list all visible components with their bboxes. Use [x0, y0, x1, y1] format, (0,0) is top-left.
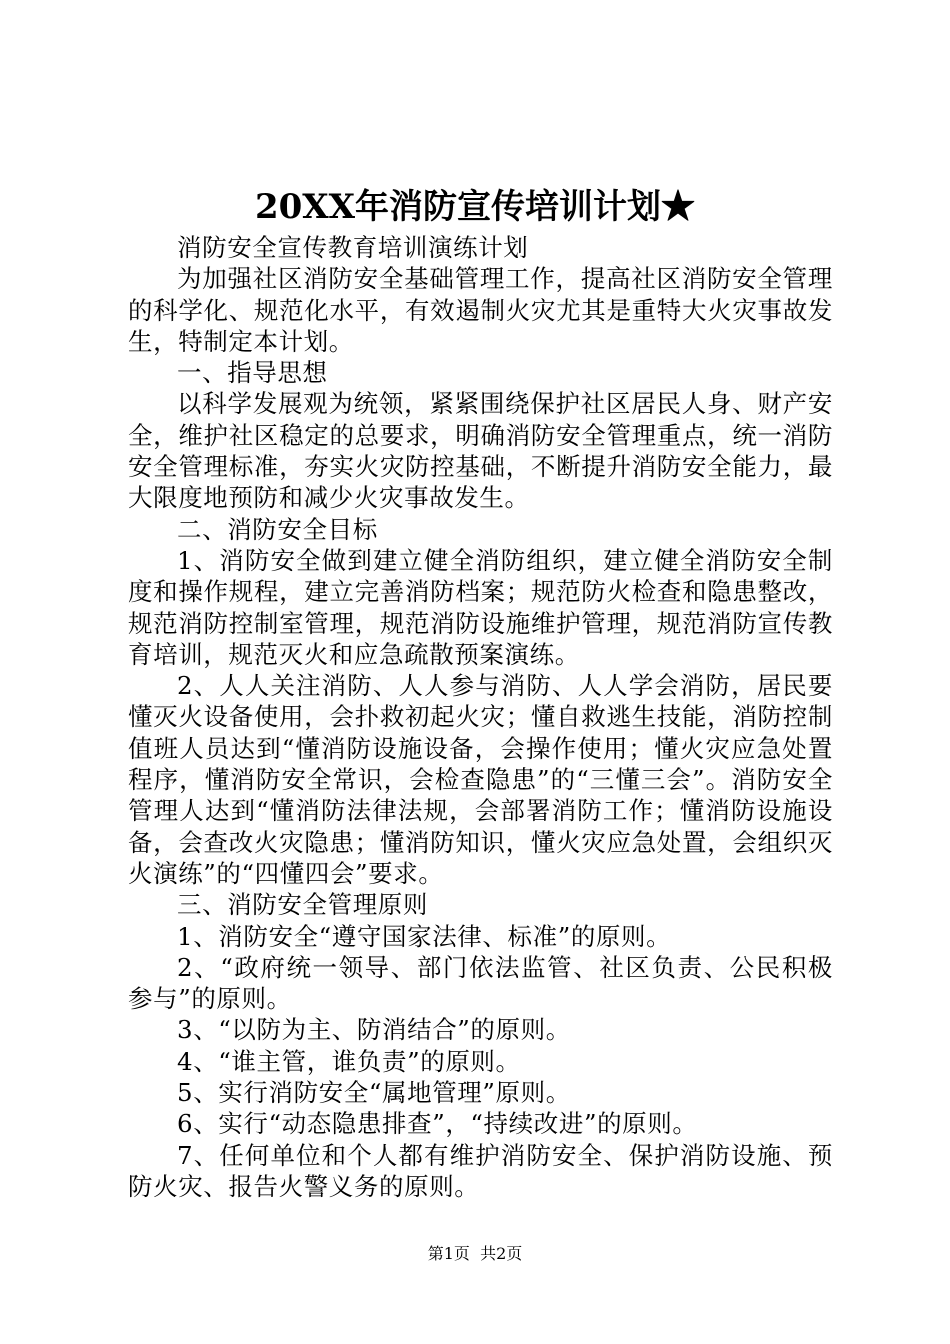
section-heading-guiding-ideology: 一、指导思想 [177, 358, 328, 388]
paragraph-principle-2: 2、“政府统一领导、部门依法监管、社区负责、公民积极参与”的原则。 [128, 952, 833, 1014]
paragraph-goal-2: 2、人人关注消防、人人参与消防、人人学会消防，居民要懂灭火设备使用，会扑救初起火灾；懂自救逃生技能，消防控制值班人员达到“懂消防设施设备，会操作使用；懂火灾应急处置程序，懂消防安全常识，会检查隐患”的“三懂三会”。消防安全管理人达到“懂消防法律法规，会部署消防工作；懂消防设施设备，会查改火灾隐患；懂消防知识，懂火灾应急处置，会组织灭火演练”的“四懂四会”要求。 [128, 671, 833, 888]
paragraph-principle-6: 6、实行“动态隐患排查”，“持续改进”的原则。 [177, 1109, 698, 1139]
section-heading-safety-goals: 二、消防安全目标 [177, 514, 378, 544]
paragraph-intro: 为加强社区消防安全基础管理工作，提高社区消防安全管理的科学化、规范化水平，有效遏制火灾尤其是重特大火灾事故发生，特制定本计划。 [128, 264, 833, 356]
paragraph-principle-1: 1、消防安全“遵守国家法律、标准”的原则。 [177, 921, 672, 951]
paragraph-principle-5: 5、实行消防安全“属地管理”原则。 [177, 1078, 571, 1108]
section-heading-management-principles: 三、消防安全管理原则 [177, 890, 428, 920]
paragraph-principle-3: 3、“以防为主、防消结合”的原则。 [177, 1015, 571, 1045]
document-title: 20XX年消防宣传培训计划★ [254, 187, 696, 227]
page-number-footer: 第1页 共2页 [427, 1244, 523, 1263]
paragraph-principle-7: 7、任何单位和个人都有维护消防安全、保护消防设施、预防火灾、报告火警义务的原则。 [128, 1140, 833, 1201]
document-body [128, 232, 833, 1202]
paragraph-goal-1: 1、消防安全做到建立健全消防组织，建立健全消防安全制度和操作规程，建立完善消防档案；规范防火检查和隐患整改，规范消防控制室管理，规范消防设施维护管理，规范消防宣传教育培训，规范灭火和应急疏散预案演练。 [128, 545, 833, 669]
paragraph-subtitle: 消防安全宣传教育培训演练计划 [177, 233, 529, 262]
paragraph-guiding-ideology: 以科学发展观为统领，紧紧围绕保护社区居民人身、财产安全，维护社区稳定的总要求，明确消防安全管理重点，统一消防安全管理标准，夯实火灾防控基础，不断提升消防安全能力，最大限度地预防和减少火灾事故发生。 [128, 389, 833, 513]
paragraph-principle-4: 4、“谁主管，谁负责”的原则。 [177, 1046, 521, 1076]
